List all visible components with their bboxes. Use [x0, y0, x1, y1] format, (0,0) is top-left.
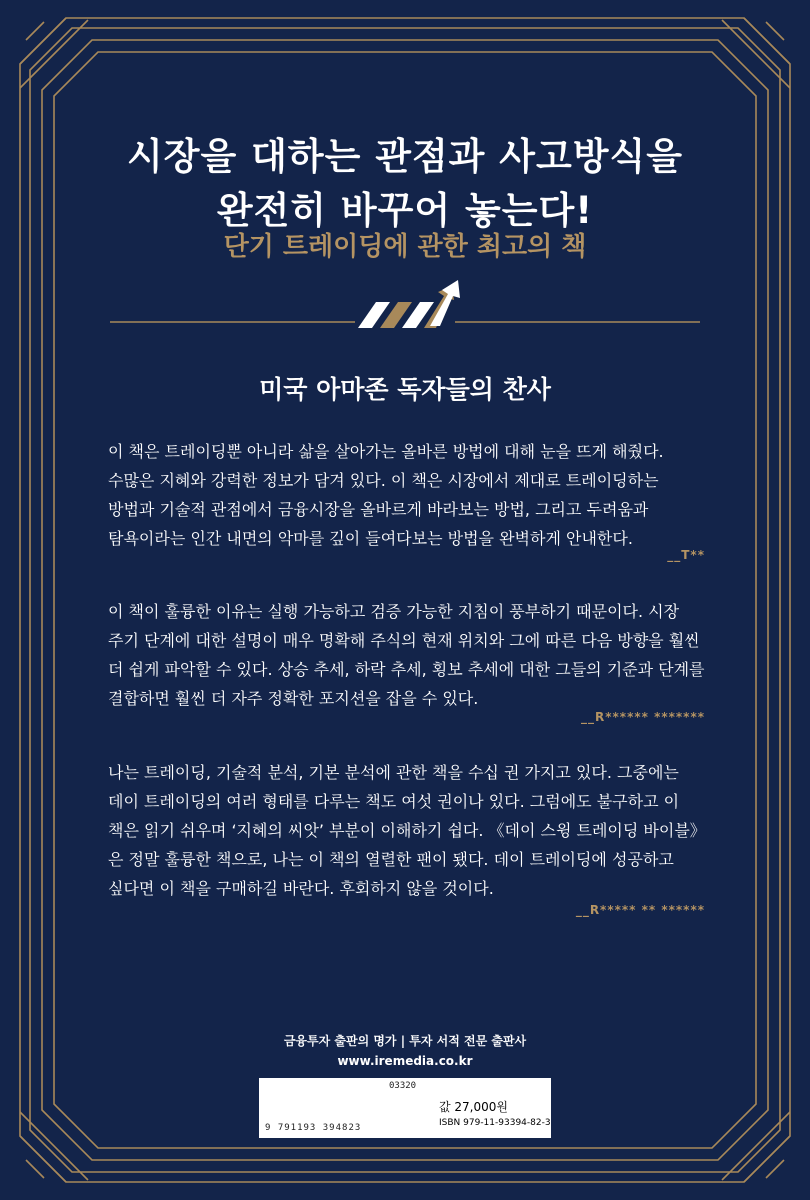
rising-arrow-chart-icon	[358, 280, 460, 328]
barcode-number: 9 791193 394823	[265, 1123, 362, 1133]
review-signature-3: __R***** ** ******	[575, 903, 705, 917]
isbn: ISBN 979-11-93394-82-3	[439, 1118, 551, 1128]
review-text-3: 나는 트레이딩, 기술적 분석, 기본 분석에 관한 책을 수십 권 가지고 있다. 그중에는 데이 트레이딩의 여러 형태를 다루는 책도 여섯 권이나 있다. 그럼에도 불구하고 이 책은 읽기 쉬우며 ‘지혜의 씨앗’ 부분이 이해하기 쉽다. 《데이 스윙 트레이딩 바이블》은 정말 훌륭한 책으로, 나는 이 책의 열렬한 팬이 됐다. 데이 트레이딩에 성공하고 싶다면 이 책을 구매하길 바란다. 후회하지 않을 것이다.	[108, 763, 706, 898]
tagline: 단기 트레이딩에 관한 최고의 책	[223, 232, 587, 262]
barcode-box	[259, 1078, 551, 1138]
section-title: 미국 아마존 독자들의 찬사	[259, 375, 551, 404]
publisher-website: www.iremedia.co.kr	[337, 1054, 473, 1068]
review-text-2: 이 책이 훌륭한 이유는 실행 가능하고 검증 가능한 지침이 풍부하기 때문이다. 시장 주기 단계에 대한 설명이 매우 명확해 주식의 현재 위치와 그에 따른 다음 방향을 훨씬 더 쉽게 파악할 수 있다. 상승 추세, 하락 추세, 횡보 추세에 대한 그들의 기준과 단계를 결합하면 훨씬 더 자주 정확한 포지션을 잡을 수 있다.	[108, 602, 705, 708]
review-signature-1: __T**	[667, 548, 705, 562]
publisher-tagline: 금융투자 출판의 명가 | 투자 서적 전문 출판사	[283, 1034, 527, 1048]
headline-line1: 시장을 대하는 관점과 사고방식을	[126, 135, 684, 178]
review-text-1: 이 책은 트레이딩뿐 아니라 삶을 살아가는 올바른 방법에 대해 눈을 뜨게 해줬다. 수많은 지혜와 강력한 정보가 담겨 있다. 이 책은 시장에서 제대로 트레이딩하는 방법과 기술적 관점에서 금융시장을 올바르게 바라보는 방법, 그리고 두려움과 탐욕이라는 인간 내면의 악마를 깊이 들여다보는 방법을 완벽하게 안내한다.	[108, 442, 664, 548]
review-signature-2: __R****** *******	[581, 710, 705, 724]
headline-line2: 완전히 바꾸어 놓는다!	[216, 189, 594, 232]
price: 값 27,000원	[439, 1100, 508, 1114]
barcode-addon: 03320	[389, 1081, 417, 1091]
